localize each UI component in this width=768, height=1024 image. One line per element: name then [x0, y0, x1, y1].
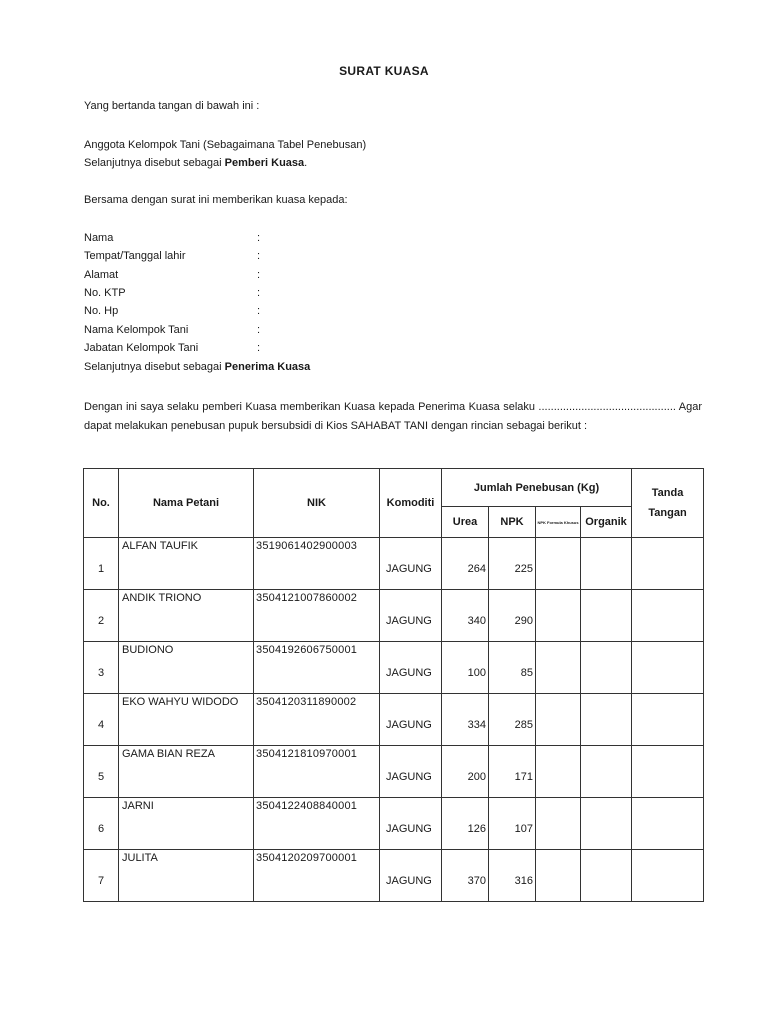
table-row [84, 798, 704, 850]
cell-npk-formula [536, 746, 581, 798]
cell-organik [581, 850, 632, 902]
cell-tanda-tangan [632, 694, 704, 746]
cell-komoditi: JAGUNG [380, 798, 442, 850]
cell-nik: 3504121007860002 [254, 590, 380, 642]
grantor-line: Anggota Kelompok Tani (Sebagaimana Tabel Penebusan) [84, 139, 367, 151]
cell-npk: 225 [489, 538, 536, 590]
cell-organik [581, 746, 632, 798]
field-jabatan-kelompok-tani [84, 342, 384, 358]
header-urea: Urea [442, 507, 489, 538]
cell-npk: 290 [489, 590, 536, 642]
cell-nama: BUDIONO [119, 642, 254, 694]
cell-komoditi: JAGUNG [380, 538, 442, 590]
grant-line: Bersama dengan surat ini memberikan kuasa kepada: [84, 194, 348, 206]
header-komoditi: Komoditi [380, 469, 442, 538]
cell-organik [581, 694, 632, 746]
cell-nama: GAMA BIAN REZA [119, 746, 254, 798]
cell-urea: 334 [442, 694, 489, 746]
cell-nama: ALFAN TAUFIK [119, 538, 254, 590]
cell-npk-formula [536, 642, 581, 694]
cell-tanda-tangan [632, 538, 704, 590]
cell-organik [581, 538, 632, 590]
authorization-paragraph: Dengan ini saya selaku pemberi Kuasa memberikan Kuasa kepada Penerima Kuasa selaku ............................................. Agar dapat melakukan penebusan pupuk bersubsidi di Kios SAHABAT TANI dengan rincian sebagai berikut : [84, 401, 702, 432]
field-colon: : [257, 287, 261, 299]
cell-no: 7 [84, 850, 119, 902]
field-label: Jabatan Kelompok Tani [84, 342, 199, 354]
cell-nik: 3504122408840001 [254, 798, 380, 850]
table-row [84, 850, 704, 902]
cell-npk: 85 [489, 642, 536, 694]
cell-npk-formula [536, 694, 581, 746]
cell-urea: 126 [442, 798, 489, 850]
grantor-ref-prefix: Selanjutnya disebut sebagai [84, 157, 225, 169]
cell-nama: JARNI [119, 798, 254, 850]
cell-tanda-tangan [632, 798, 704, 850]
table-row [84, 590, 704, 642]
field-no-ktp [84, 287, 384, 303]
field-colon: : [257, 324, 261, 336]
cell-urea: 264 [442, 538, 489, 590]
header-organik: Organik [581, 507, 632, 538]
cell-tanda-tangan [632, 590, 704, 642]
cell-nama: ANDIK TRIONO [119, 590, 254, 642]
intro-line: Yang bertanda tangan di bawah ini : [84, 100, 260, 112]
cell-organik [581, 798, 632, 850]
cell-nama: JULITA [119, 850, 254, 902]
header-npk: NPK [489, 507, 536, 538]
cell-komoditi: JAGUNG [380, 746, 442, 798]
grantee-ref-prefix: Selanjutnya disebut sebagai [84, 361, 225, 373]
cell-no: 1 [84, 538, 119, 590]
cell-no: 6 [84, 798, 119, 850]
cell-npk: 316 [489, 850, 536, 902]
field-colon: : [257, 305, 261, 317]
field-no-hp [84, 305, 384, 321]
field-colon: : [257, 250, 261, 262]
header-no: No. [84, 469, 119, 538]
header-nik: NIK [254, 469, 380, 538]
cell-no: 4 [84, 694, 119, 746]
cell-urea: 100 [442, 642, 489, 694]
cell-komoditi: JAGUNG [380, 590, 442, 642]
field-tempat-tanggal-lahir [84, 250, 384, 266]
grantee-ref-bold: Penerima Kuasa [224, 361, 311, 373]
cell-organik [581, 590, 632, 642]
field-label: Nama Kelompok Tani [84, 324, 189, 336]
cell-nik: 3504121810970001 [254, 746, 380, 798]
field-label: Alamat [84, 269, 119, 281]
cell-tanda-tangan [632, 746, 704, 798]
table-row [84, 746, 704, 798]
field-label: No. KTP [84, 287, 126, 299]
table-row [84, 538, 704, 590]
field-label: Tempat/Tanggal lahir [84, 250, 186, 262]
field-label: Nama [84, 232, 114, 244]
cell-nik: 3504120209700001 [254, 850, 380, 902]
cell-no: 3 [84, 642, 119, 694]
cell-organik [581, 642, 632, 694]
cell-no: 2 [84, 590, 119, 642]
cell-no: 5 [84, 746, 119, 798]
cell-komoditi: JAGUNG [380, 642, 442, 694]
grantor-ref-suffix: . [304, 157, 308, 169]
cell-npk-formula [536, 850, 581, 902]
cell-npk: 171 [489, 746, 536, 798]
grantee-reference [84, 361, 310, 373]
cell-npk-formula [536, 590, 581, 642]
field-colon: : [257, 269, 261, 281]
header-jumlah-penebusan: Jumlah Penebusan (Kg) [442, 469, 632, 507]
cell-tanda-tangan [632, 850, 704, 902]
cell-komoditi: JAGUNG [380, 850, 442, 902]
cell-npk: 107 [489, 798, 536, 850]
field-nama-kelompok-tani [84, 324, 384, 340]
cell-nik: 3504120311890002 [254, 694, 380, 746]
field-colon: : [257, 342, 261, 354]
cell-npk: 285 [489, 694, 536, 746]
table-row [84, 642, 704, 694]
field-alamat [84, 269, 384, 285]
cell-nik: 3504192606750001 [254, 642, 380, 694]
cell-urea: 370 [442, 850, 489, 902]
header-nama-petani: Nama Petani [119, 469, 254, 538]
cell-urea: 200 [442, 746, 489, 798]
grantor-reference [84, 157, 307, 169]
cell-npk-formula [536, 538, 581, 590]
grantor-ref-bold: Pemberi Kuasa [224, 157, 305, 169]
cell-urea: 340 [442, 590, 489, 642]
header-tanda-tangan: Tanda Tangan [632, 469, 704, 538]
field-colon: : [257, 232, 261, 244]
redemption-table [83, 468, 704, 902]
field-nama [84, 232, 384, 248]
cell-nama: EKO WAHYU WIDODO [119, 694, 254, 746]
cell-komoditi: JAGUNG [380, 694, 442, 746]
cell-tanda-tangan [632, 642, 704, 694]
cell-npk-formula [536, 798, 581, 850]
cell-nik: 3519061402900003 [254, 538, 380, 590]
header-npk-formula-khusus: NPK Formula Khusus [536, 507, 581, 538]
document-title: SURAT KUASA [339, 64, 429, 78]
field-label: No. Hp [84, 305, 119, 317]
table-row [84, 694, 704, 746]
